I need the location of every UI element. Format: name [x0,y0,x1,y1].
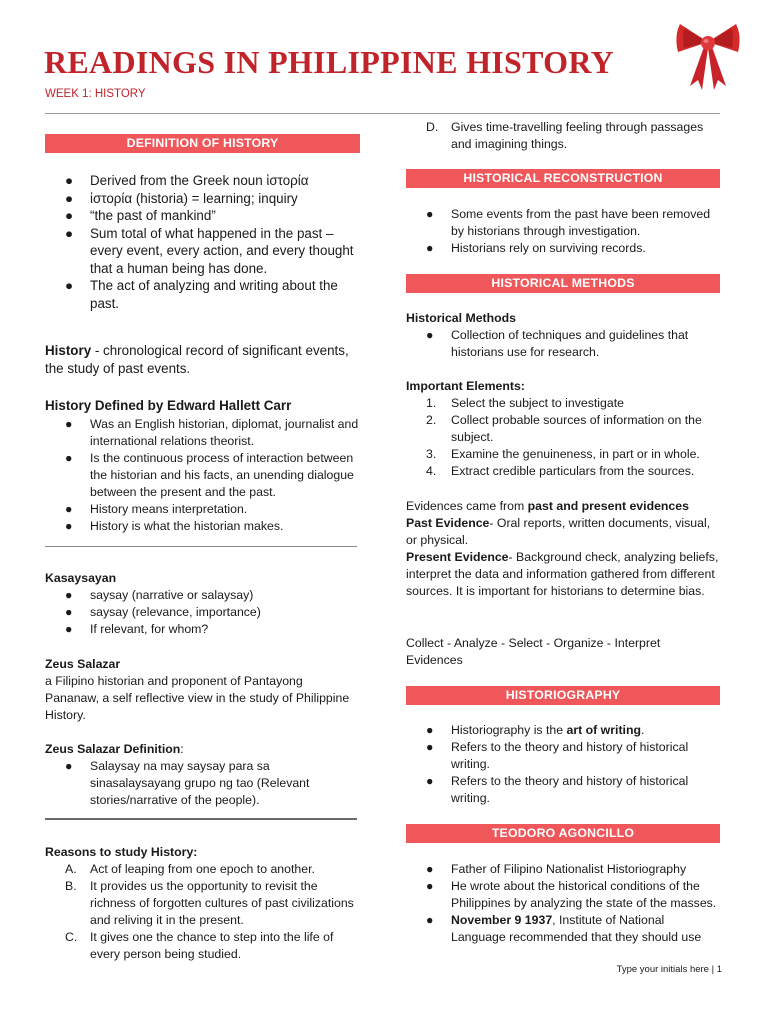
list-item: ● Collection of techniques and guidelines that historians use for research. [426,328,689,359]
list-item: ● November 9 1937, Institute of National Language recommended that they should use [426,913,702,944]
list-item: ● History is what the historian makes. [65,519,284,533]
list-item: ● Father of Filipino Nationalist Historiography [426,862,687,876]
kasaysayan-heading: Kasaysayan [45,571,117,585]
list-item: ● “the past of mankind” [65,208,216,223]
elements-list [406,395,720,480]
salazar-def-list [45,758,360,809]
agoncillo-banner: TEODORO AGONCILLO [406,824,720,843]
carr-heading: History Defined by Edward Hallett Carr [45,398,292,413]
list-item: 3. Examine the genuineness, in part or in whole. [426,447,700,461]
list-item: ● Sum total of what happened in the past – every event, every action, and every thought that a human being has done. [65,225,354,276]
list-item: 4. Extract credible particulars from the sources. [426,464,695,478]
carr-list [45,416,360,535]
reconstruction-list [406,206,720,257]
header-divider [45,113,720,114]
historiography-list [406,722,720,807]
list-item: ● saysay (relevance, importance) [65,605,261,619]
ribbon-bow-icon [672,12,744,92]
list-item: D. Gives time-travelling feeling through passages and imagining things. [426,120,704,151]
elements-heading: Important Elements: [406,379,525,393]
list-item: ● Derived from the Greek noun ἱστορία [65,173,309,188]
list-item: ● The act of analyzing and writing about the past. [65,278,338,311]
list-item: ● saysay (narrative or salaysay) [65,588,254,602]
salazar-text: a Filipino historian and proponent of Pantayong Pananaw, a self reflective view in the study of Philippine History. [45,674,350,722]
list-item: ● Was an English historian, diplomat, journalist and international relations theorist. [65,417,359,448]
agoncillo-list [406,861,720,946]
list-item: A. Act of leaping from one epoch to another. [65,862,315,876]
list-item: ● Some events from the past have been removed by historians through investigation. [426,207,711,238]
week-subtitle: WEEK 1: HISTORY [45,88,146,100]
methods-list [406,327,720,361]
page-footer: Type your initials here | 1 [616,964,722,975]
list-item: ● ἱστορία (historia) = learning; inquiry [65,190,298,206]
reasons-list-continued [406,119,720,153]
reasons-list [45,861,360,963]
collect-steps: Collect - Analyze - Select - Organize - Interpret Evidences [406,636,661,667]
list-item: ● Salaysay na may saysay para sa sinasalaysayang grupo ng tao (Relevant stories/narrative of the people). [65,759,310,807]
list-item: ● Historiography is the art of writing. [426,723,645,737]
list-item: ● Historians rely on surviving records. [426,241,646,255]
list-item: ● He wrote about the historical conditions of the Philippines by analyzing the state of the masses. [426,879,717,910]
list-item: 1. Select the subject to investigate [426,396,624,410]
definition-banner: DEFINITION OF HISTORY [45,134,360,153]
list-item: 2. Collect probable sources of information on the subject. [426,413,702,444]
reconstruction-banner: HISTORICAL RECONSTRUCTION [406,169,720,188]
history-definition: History - chronological record of significant events, the study of past events. [45,343,349,376]
definition-list [45,172,360,312]
list-item: ● Refers to the theory and history of historical writing. [426,774,689,805]
historiography-banner: HISTORIOGRAPHY [406,686,720,705]
salazar-def-heading: Zeus Salazar Definition: [45,742,184,756]
list-item: B. It provides us the opportunity to revisit the richness of forgotten cultures of past civilizations and reliving it in the present. [65,879,354,927]
list-item: ● History means interpretation. [65,502,248,516]
section-divider [45,818,357,820]
salazar-heading: Zeus Salazar [45,657,121,671]
methods-heading: Historical Methods [406,311,517,325]
kasaysayan-list [45,587,360,638]
page-title: READINGS IN PHILIPPINE HISTORY [44,44,615,80]
list-item: C. It gives one the chance to step into the life of every person being studied. [65,930,334,961]
present-evidence: Present Evidence- Background check, analyzing beliefs, interpret the data and information gathered from different sources. It is important for historians to determine bias. [406,550,719,598]
list-item: ● If relevant, for whom? [65,622,209,636]
reasons-heading: Reasons to study History: [45,845,198,859]
section-divider [45,546,357,547]
methods-banner: HISTORICAL METHODS [406,274,720,293]
list-item: ● Is the continuous process of interaction between the historian and his facts, an unending dialogue between the present and the past. [65,451,354,499]
past-evidence: Past Evidence- Oral reports, written documents, visual, or physical. [406,516,711,547]
list-item: ● Refers to the theory and history of historical writing. [426,740,689,771]
evidences-intro: Evidences came from past and present evidences [406,499,689,513]
